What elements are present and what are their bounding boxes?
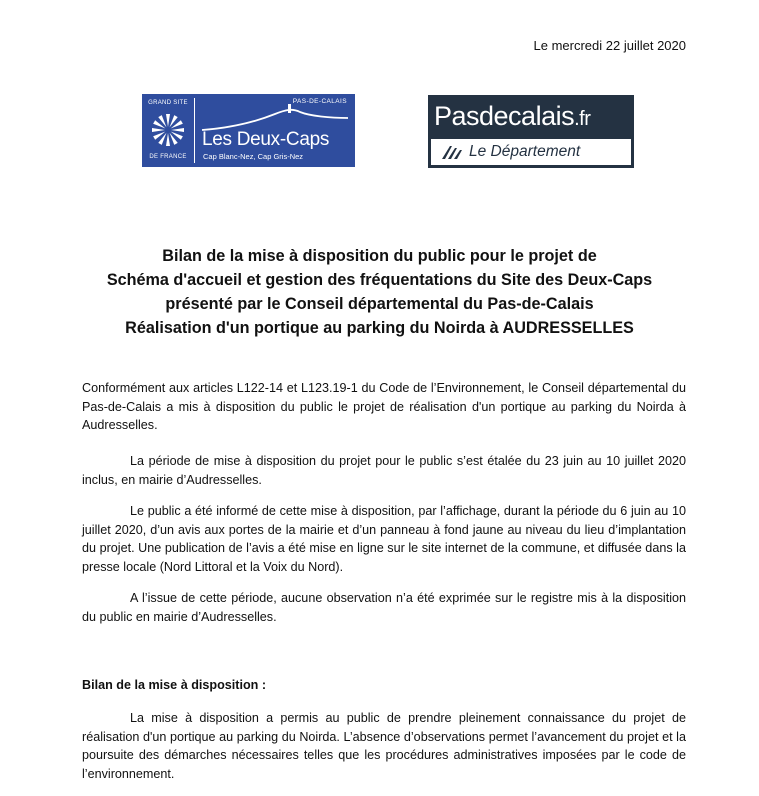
logo-pasdecalais-brand: Pasdecalais.fr bbox=[434, 101, 591, 131]
logo-les-deux-caps bbox=[142, 94, 355, 167]
logo-region-label: PAS-DE-CALAIS bbox=[292, 98, 347, 105]
logo-site-name: Les Deux-Caps bbox=[202, 129, 330, 150]
logo-pasdecalais bbox=[428, 95, 634, 168]
cliff-landscape-icon bbox=[200, 102, 350, 132]
paragraph-information: Le public a été informé de cette mise à disposition, par l’affichage, durant la période du 6 juin au 10 juillet 2020, d’un avis aux portes de la mairie et d’un panneau à fond jaune au niveau du lieu d’implantation du projet. Une publication de l’avis a été mise en ligne sur le site internet de la commune, et diffusée dans la presse locale (Nord Littoral et la Voix du Nord). bbox=[82, 504, 686, 574]
section-body: La mise à disposition a permis au public de prendre pleinement connaissance du projet de réalisation d'un portique au parking du Noirda. L’absence d’observations permet l’avancement du projet et la poursuite des démarches nécessaires telles que les procédures administratives imposées par le code de l’environnement. bbox=[82, 711, 686, 781]
logo-pasdecalais-tagline: Le Département bbox=[469, 143, 581, 160]
logo-divider bbox=[194, 98, 195, 163]
grand-site-label-top: GRAND SITE bbox=[148, 100, 188, 106]
grand-site-label-bottom: DE FRANCE bbox=[149, 154, 187, 160]
logo-site-subtitle: Cap Blanc-Nez, Cap Gris-Nez bbox=[203, 152, 304, 161]
heading-line-2: Schéma d'accueil et gestion des fréquentations du Site des Deux-Caps bbox=[106, 271, 653, 289]
heading-line-4: Réalisation d'un portique au parking du Noirda à AUDRESSELLES bbox=[125, 319, 634, 337]
paragraph-period: La période de mise à disposition du projet pour le public s’est étalée du 23 juin au 10 juillet 2020 inclus, en mairie d’Audresselles. bbox=[82, 454, 686, 487]
grand-site-badge bbox=[142, 94, 194, 167]
document-date: Le mercredi 22 juillet 2020 bbox=[533, 38, 686, 53]
document-heading bbox=[40, 244, 719, 340]
section-title: Bilan de la mise à disposition : bbox=[82, 678, 267, 692]
paragraph-observations: A l’issue de cette période, aucune observation n’a été exprimée sur le registre mis à la disposition du public en mairie d’Audresselles. bbox=[82, 591, 686, 624]
paragraph-articles: Conformément aux articles L122-14 et L123.19-1 du Code de l’Environnement, le Conseil départemental du Pas-de-Calais a mis à disposition du public le projet de réalisation d'un portique au parking du Noirda à Audresselles. bbox=[82, 381, 686, 432]
grand-site-flower-icon bbox=[150, 110, 186, 150]
logo-pasdecalais-band bbox=[431, 139, 631, 165]
departement-mark-icon bbox=[441, 144, 463, 160]
heading-line-1: Bilan de la mise à disposition du public pour le projet de bbox=[162, 247, 597, 265]
heading-line-3: présenté par le Conseil départemental du Pas-de-Calais bbox=[165, 295, 594, 313]
